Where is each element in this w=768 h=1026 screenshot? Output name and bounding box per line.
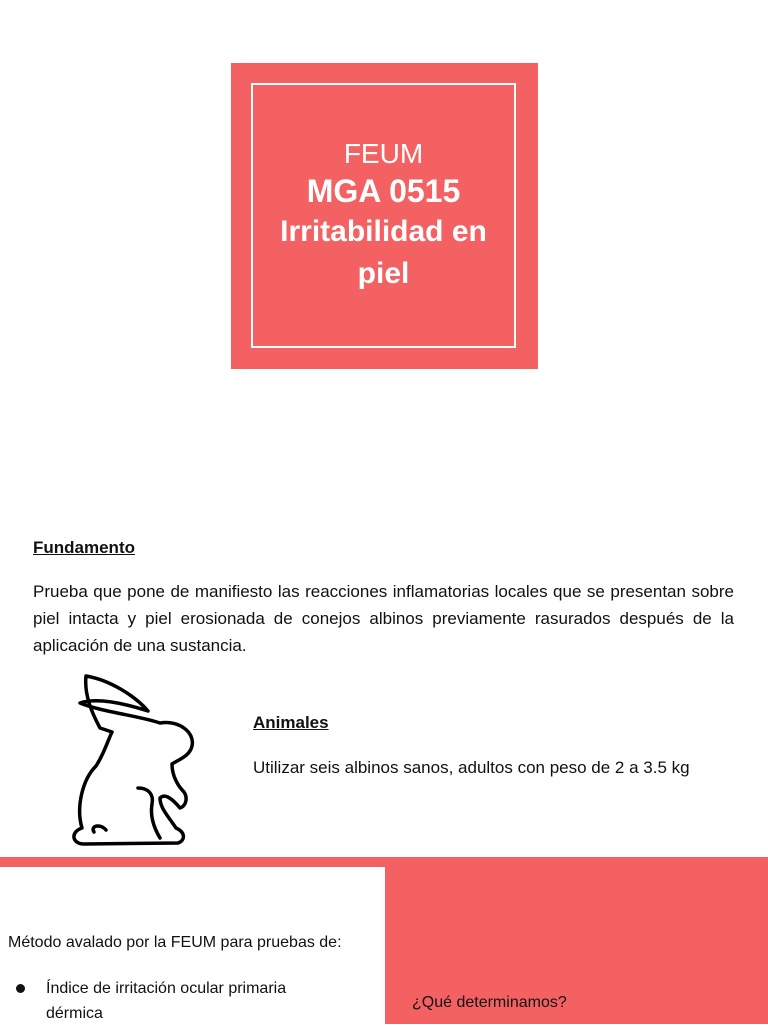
method-intro: Método avalado por la FEUM para pruebas de: bbox=[8, 934, 342, 951]
fundamento-text: Prueba que pone de manifiesto las reacciones inflamatorias locales que se presentan sobre piel intacta y piel erosionada de conejos albinos previamente rasurados después de la aplicación de una sustancia. bbox=[33, 582, 734, 655]
fundamento-heading: Fundamento bbox=[33, 538, 135, 557]
animales-text: Utilizar seis albinos sanos, adultos con peso de 2 a 3.5 kg bbox=[253, 758, 690, 777]
rabbit-icon bbox=[60, 668, 200, 853]
title-card-frame bbox=[251, 83, 516, 348]
title-line-topic: Irritabilidad en piel bbox=[280, 215, 487, 290]
question-text: ¿Qué determinamos? bbox=[412, 994, 567, 1011]
title-line-mga: MGA 0515 bbox=[306, 173, 461, 209]
title-line-feum: FEUM bbox=[343, 138, 424, 169]
method-list bbox=[16, 976, 346, 1026]
list-item-text: Índice de irritación ocular primaria dérmica bbox=[46, 980, 287, 1022]
animales-heading: Animales bbox=[253, 713, 329, 732]
title-card bbox=[231, 63, 538, 369]
list-item bbox=[16, 976, 346, 1026]
bullet-icon bbox=[16, 984, 25, 993]
